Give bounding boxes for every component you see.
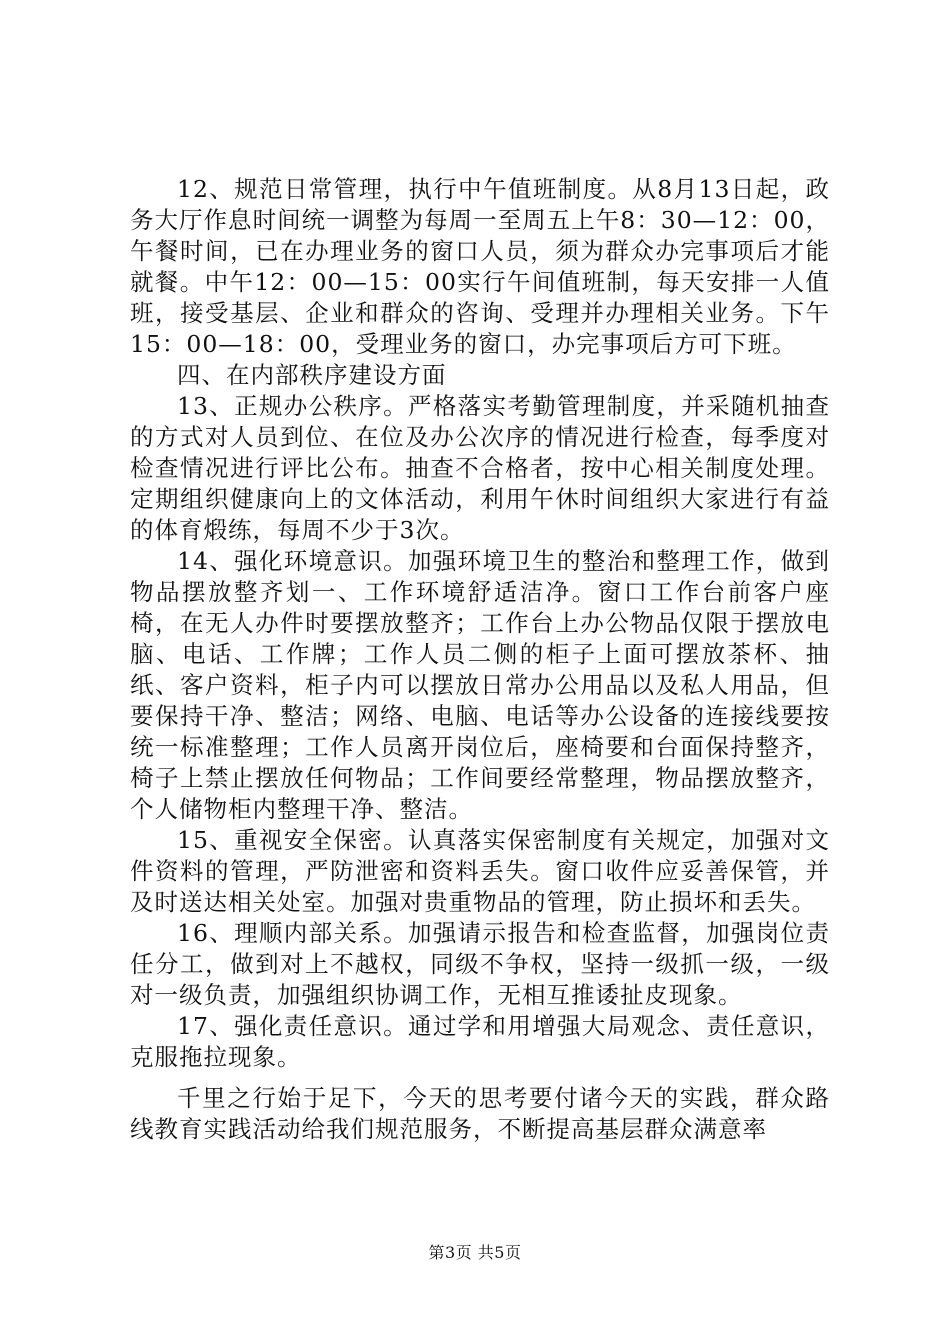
paragraph-item-12: 12、规范日常管理，执行中午值班制度。从8月13日起，政务大厅作息时间统一调整为每周一至周五上午8：30—12：00，午餐时间，已在办理业务的窗口人员，须为群众办完事项后才能就餐。中午12：00—15：00实行午间值班制，每天安排一人值班，接受基层、企业和群众的咨询、受理并办理相关业务。下午15：00—18：00，受理业务的窗口，办完事项后方可下班。 (130, 175, 830, 358)
paragraph-item-17: 17、强化责任意识。通过学和用增强大局观念、责任意识，克服拖拉现象。 (130, 1012, 830, 1071)
section-heading-internal-order: 四、在内部秩序建设方面 (177, 361, 447, 389)
paragraph-closing: 千里之行始于足下，今天的思考要付诸今天的实践，群众路线教育实践活动给我们规范服务，不断提高基层群众满意率 (130, 1084, 830, 1143)
document-body (130, 174, 830, 1145)
paragraph-item-16: 16、理顺内部关系。加强请示报告和检查监督，加强岗位责任分工，做到对上不越权，同级不争权，坚持一级抓一级，一级对一级负责，加强组织协调工作，无相互推诿扯皮现象。 (130, 919, 830, 1009)
page-footer: 第3页 共5页 (428, 1243, 522, 1262)
paragraph-item-15: 15、重视安全保密。认真落实保密制度有关规定，加强对文件资料的管理，严防泄密和资料丢失。窗口收件应妥善保管，并及时送达相关处室。加强对贵重物品的管理，防止损坏和丢失。 (130, 826, 830, 916)
paragraph-item-14: 14、强化环境意识。加强环境卫生的整治和整理工作，做到物品摆放整齐划一、工作环境舒适洁净。窗口工作台前客户座椅，在无人办件时要摆放整齐；工作台上办公物品仅限于摆放电脑、电话、工作牌；工作人员二侧的柜子上面可摆放茶杯、抽纸、客户资料，柜子内可以摆放日常办公用品以及私人用品，但要保持干净、整洁；网络、电脑、电话等办公设备的连接线要按统一标准整理；工作人员离开岗位后，座椅要和台面保持整齐，椅子上禁止摆放任何物品；工作间要经常整理，物品摆放整齐，个人储物柜内整理干净、整洁。 (130, 547, 830, 823)
paragraph-item-13: 13、正规办公秩序。严格落实考勤管理制度，并采随机抽查的方式对人员到位、在位及办公次序的情况进行检查，每季度对检查情况进行评比公布。抽查不合格者，按中心相关制度处理。定期组织健康向上的文体活动，利用午休时间组织大家进行有益的体育煅练，每周不少于3次。 (130, 392, 830, 544)
